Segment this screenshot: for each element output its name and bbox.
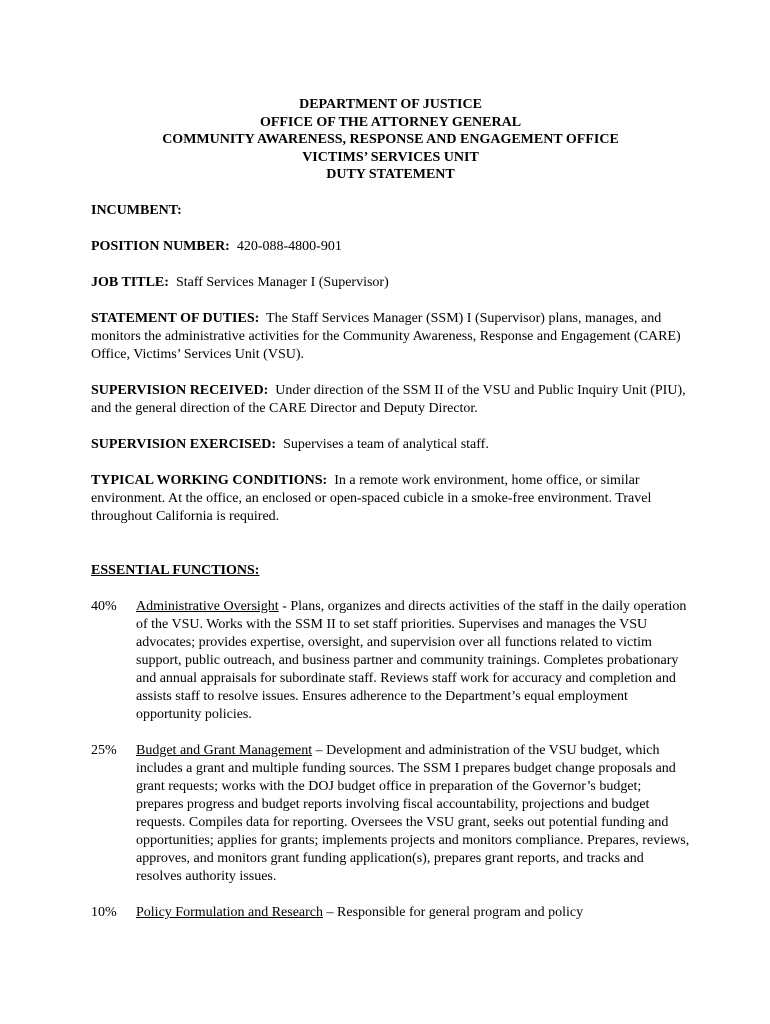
essential-functions-heading: ESSENTIAL FUNCTIONS: xyxy=(91,562,260,578)
supervision-exercised xyxy=(91,436,690,454)
function-percent: 25% xyxy=(91,742,117,758)
function-item xyxy=(91,742,690,886)
header-line-unit: VICTIMS’ SERVICES UNIT xyxy=(302,149,479,165)
supervision-exercised-text: Supervises a team of analytical staff. xyxy=(283,436,489,452)
supervision-received-label: SUPERVISION RECEIVED: xyxy=(91,382,269,398)
working-conditions-text: In a remote work environment, home office, or similar environment. At the office, an enclosed or open-spaced cubicle in a smoke-free environment. Travel throughout California is required. xyxy=(91,472,652,524)
position-number-field xyxy=(91,238,690,256)
function-text: – Development and administration of the VSU budget, which includes a grant and multiple funding sources. The SSM I prepares budget change proposals and grant requests; works with the DOJ budget office in preparation of the Governor’s budget; prepares progress and budget reports involving fiscal accountability, projections and budget requests. Compiles data for reporting. Oversees the VSU grant, seeks out potential funding and opportunities; applies for grants; implements projects and monitors compliance. Prepares, reviews, approves, and monitors grant funding application(s), prepares grant reports, and tracks and resolves authority issues. xyxy=(136,742,690,884)
working-conditions-label: TYPICAL WORKING CONDITIONS: xyxy=(91,472,328,488)
function-percent: 10% xyxy=(91,904,117,920)
function-name: Budget and Grant Management xyxy=(136,742,313,758)
statement-of-duties-text: The Staff Services Manager (SSM) I (Supervisor) plans, manages, and monitors the administrative activities for the Community Awareness, Response and Engagement (CARE) Office, Victims’ Services Unit (VSU). xyxy=(91,310,681,362)
working-conditions xyxy=(91,472,690,526)
function-item xyxy=(91,598,690,724)
function-name: Administrative Oversight xyxy=(136,598,279,614)
job-title-field xyxy=(91,274,690,292)
statement-of-duties-label: STATEMENT OF DUTIES: xyxy=(91,310,260,326)
header-line-department: DEPARTMENT OF JUSTICE xyxy=(299,97,482,112)
statement-of-duties xyxy=(91,310,690,364)
supervision-exercised-label: SUPERVISION EXERCISED: xyxy=(91,436,277,452)
header-line-office: OFFICE OF THE ATTORNEY GENERAL xyxy=(259,114,522,130)
function-description xyxy=(136,904,690,922)
function-percent: 40% xyxy=(91,598,117,614)
supervision-received xyxy=(91,382,690,418)
job-title-label: JOB TITLE: xyxy=(91,274,169,290)
position-number-label: POSITION NUMBER: xyxy=(91,238,230,254)
incumbent-label: INCUMBENT: xyxy=(91,202,182,218)
function-description xyxy=(136,742,690,886)
function-text: - Plans, organizes and directs activities of the staff in the daily operation of the VSU. Works with the SSM II to set staff priorities. Supervises and manages the VSU advocates; provides expertise, oversight, and supervision over all functions related to victim support, public outreach, and business partner and community trainings. Completes probationary and annual appraisals for subordinate staff. Reviews staff work for accuracy and completion and assists staff to resolve issues. Ensures adherence to the Department’s equal employment opportunity policies. xyxy=(136,598,687,722)
function-description xyxy=(136,598,690,724)
function-name: Policy Formulation and Research xyxy=(136,904,324,920)
document-header xyxy=(91,96,690,184)
job-title-value: Staff Services Manager I (Supervisor) xyxy=(175,274,389,290)
incumbent-field xyxy=(91,202,690,220)
function-text: – Responsible for general program and policy xyxy=(323,904,584,920)
function-item xyxy=(91,904,690,922)
position-number-value: 420-088-4800-901 xyxy=(236,238,342,254)
header-line-care-office: COMMUNITY AWARENESS, RESPONSE AND ENGAGEMENT OFFICE xyxy=(162,132,619,148)
header-line-duty-statement: DUTY STATEMENT xyxy=(326,167,455,183)
supervision-received-text: Under direction of the SSM II of the VSU and Public Inquiry Unit (PIU), and the general direction of the CARE Director and Deputy Director. xyxy=(91,382,686,416)
